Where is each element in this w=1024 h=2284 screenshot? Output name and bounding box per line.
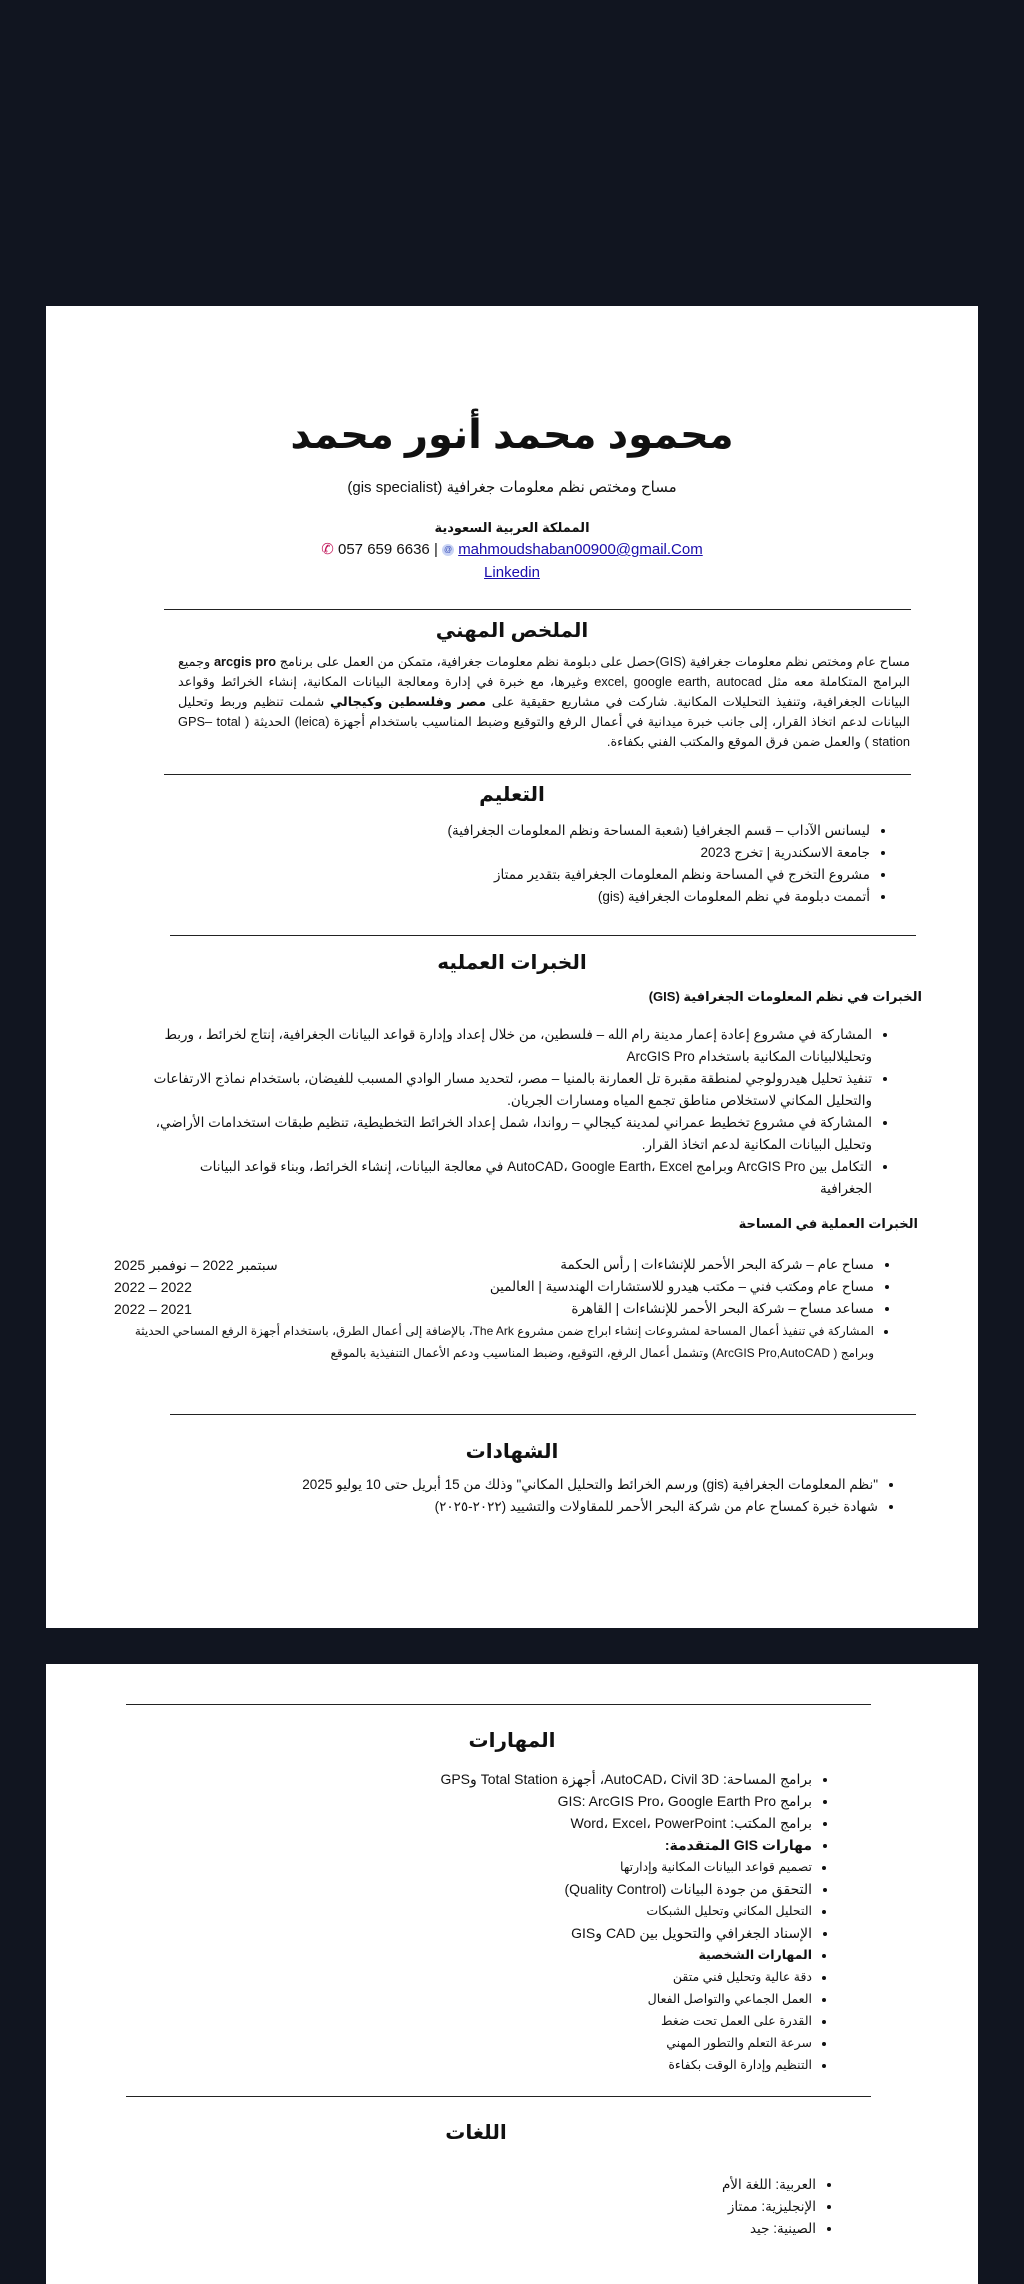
divider xyxy=(126,1704,871,1705)
gis-experience-list xyxy=(152,1024,890,1200)
list-item xyxy=(114,1298,874,1320)
list-item: • التحليل المكاني وتحليل الشبكات xyxy=(252,1900,812,1922)
list-item: • التنظيم وإدارة الوقت بكفاءة xyxy=(252,2054,812,2076)
list-item: • مهارات GIS المتقدمة: xyxy=(252,1834,812,1856)
list-item: • المشاركة في تنفيذ أعمال المساحة لمشروعات إنشاء ابراج ضمن مشروع The Ark، بالإضافة إلى أعمال الطرق، باستخدام أجهزة الرفع المساحي الحديثة وبرامج ( ArcGIS Pro,AutoCAD) وتشمل أعمال الرفع، التوقيع، وضبط المناسيب ودعم الأعمال التنفيذية بالموقع xyxy=(114,1320,874,1364)
education-list xyxy=(370,820,888,908)
list-item: • أتممت دبلومة في نظم المعلومات الجغرافية (gis) xyxy=(370,886,870,908)
list-item xyxy=(114,1254,874,1276)
summary-text xyxy=(178,652,910,752)
skills-heading: المهارات xyxy=(468,1730,556,1752)
job-role: • مساح عام ومكتب فني – مكتب هيدرو للاستشارات الهندسية | العالمين xyxy=(489,1279,874,1294)
list-item: • ليسانس الآداب – قسم الجغرافيا (شعبة المساحة ونظم المعلومات الجغرافية) xyxy=(370,820,870,842)
summary-bold: arcgis pro xyxy=(213,654,277,669)
list-item: • التكامل بين ArcGIS Pro وبرامج AutoCAD، Google Earth، Excel في معالجة البيانات، إنشاء الخرائط، وبناء قواعد البيانات الجغرافية xyxy=(152,1156,872,1200)
summary-heading: الملخص المهني xyxy=(435,620,589,642)
list-item: • دقة عالية وتحليل فني متقن xyxy=(252,1966,812,1988)
list-item: • الصينية: جيد xyxy=(516,2218,816,2240)
skills-list xyxy=(252,1768,830,2076)
summary-text-part: مساح عام ومختص نظم معلومات جغرافية (GIS)حصل على دبلومة نظم معلومات جغرافية، متمكن من العمل على برنامج xyxy=(276,654,911,669)
experience-heading: الخبرات العمليه xyxy=(437,952,587,974)
email-link[interactable]: mahmoudshaban00900@gmail.Com xyxy=(458,541,703,558)
job-date: 2021 – 2022 xyxy=(114,1301,192,1317)
divider xyxy=(170,1414,916,1415)
list-item: • شهادة خبرة كمساح عام من شركة البحر الأحمر للمقاولات والتشييد (٢٠٢٢-٢٠٢٥) xyxy=(138,1496,878,1518)
job-date: سبتمبر 2022 – نوفمبر 2025 xyxy=(114,1257,278,1273)
divider xyxy=(164,774,911,775)
email-icon: @ xyxy=(443,545,453,555)
list-item: • جامعة الاسكندرية | تخرج 2023 xyxy=(370,842,870,864)
list-item: • سرعة التعلم والتطور المهني xyxy=(252,2032,812,2054)
list-item: • تصميم قواعد البيانات المكانية وإدارتها xyxy=(252,1856,812,1878)
list-item: • العمل الجماعي والتواصل الفعال xyxy=(252,1988,812,2010)
summary-text-part: شملت تنظيم وربط وتحليل البيانات لدعم اتخاذ القرار، إلى جانب خبرة ميدانية في أعمال الرفع والتوقيع وضبط المناسيب باستخدام أجهزة (leica) الحديثة ( GPS– total station ) والعمل ضمن فرق الموقع والمكتب الفني بكفاءة. xyxy=(178,694,910,749)
divider xyxy=(126,2096,871,2097)
list-item: • برامج المساحة: AutoCAD، Civil 3D، أجهزة Total Station وGPS xyxy=(252,1768,812,1790)
linkedin-link[interactable]: Linkedin xyxy=(484,564,540,581)
divider xyxy=(170,935,916,936)
list-item: • المهارات الشخصية xyxy=(252,1944,812,1966)
education-heading: التعليم xyxy=(479,784,545,806)
phone-number: 057 659 6636 xyxy=(338,541,430,558)
survey-experience-list xyxy=(114,1254,892,1364)
list-item: • مشروع التخرج في المساحة ونظم المعلومات الجغرافية بتقدير ممتاز xyxy=(370,864,870,886)
list-item: • "نظم المعلومات الجغرافية (gis) ورسم الخرائط والتحليل المكاني" وذلك من 15 أبريل حتى 10 يوليو 2025 xyxy=(138,1474,878,1496)
list-item: • تنفيذ تحليل هيدرولوجي لمنطقة مقبرة تل العمارنة بالمنيا – مصر، لتحديد مسار الوادي المسبب للفيضان، باستخدام نماذج الارتفاعات والتحليل المكاني لاستخلاص مناطق تجمع المياه ومسارات الجريان. xyxy=(152,1068,872,1112)
list-item: • القدرة على العمل تحت ضغط xyxy=(252,2010,812,2032)
linkedin-line xyxy=(46,564,978,581)
list-item: • برامج GIS: ArcGIS Pro، Google Earth Pro xyxy=(252,1790,812,1812)
list-item: • المشاركة في مشروع تخطيط عمراني لمدينة كيجالي – رواندا، شمل إعداد الخرائط التخطيطية، تنظيم طبقات استخدامات الأراضي، وتحليل البيانات المكانية لدعم اتخاذ القرار. xyxy=(152,1112,872,1156)
languages-list xyxy=(516,2174,834,2240)
certificates-list xyxy=(138,1474,896,1518)
candidate-name: محمود محمد أنور محمد xyxy=(290,413,734,457)
location: المملكة العربية السعودية xyxy=(434,520,590,535)
list-item: • الإسناد الجغرافي والتحويل بين CAD وGIS xyxy=(252,1922,812,1944)
job-role: • مساعد مساح – شركة البحر الأحمر للإنشاءات | القاهرة xyxy=(571,1301,874,1316)
divider xyxy=(164,609,911,610)
list-item xyxy=(114,1276,874,1298)
summary-bold: مصر وفلسطين وكيجالي xyxy=(329,694,487,709)
list-item: • برامج المكتب: Word، Excel، PowerPoint xyxy=(252,1812,812,1834)
list-item: • الإنجليزية: ممتاز xyxy=(516,2196,816,2218)
list-item: • العربية: اللغة الأم xyxy=(516,2174,816,2196)
languages-heading: اللغات xyxy=(445,2122,507,2144)
gis-experience-heading: الخبرات في نظم المعلومات الجغرافية (GIS) xyxy=(648,989,922,1004)
resume-page-1 xyxy=(46,306,978,1628)
contact-line xyxy=(46,540,978,558)
resume-page-2 xyxy=(46,1664,978,2284)
phone-icon: ✆ xyxy=(321,541,334,558)
job-title: مساح ومختص نظم معلومات جغرافية (gis specialist) xyxy=(347,479,677,496)
certificates-heading: الشهادات xyxy=(465,1441,559,1463)
job-date: 2022 – 2022 xyxy=(114,1279,192,1295)
summary-text-part: وجميع البرامج المتكاملة معه مثل excel, google earth, autocad وغيرها، مع خبرة في إدارة ومعالجة البيانات المكانية، إنشاء الخرائط وقواعد البيانات الجغرافية، وتنفيذ التحليلات المكانية. شاركت في مشاريع حقيقية على xyxy=(178,654,910,709)
list-item: • التحقق من جودة البيانات (Quality Control) xyxy=(252,1878,812,1900)
job-role: • مساح عام – شركة البحر الأحمر للإنشاءات | رأس الحكمة xyxy=(560,1257,874,1272)
list-item: • المشاركة في مشروع إعادة إعمار مدينة رام الله – فلسطين، من خلال إعداد وإدارة قواعد البيانات الجغرافية، إنتاج لخرائط ، وربط وتحليلالبيانات المكانية باستخدام ArcGIS Pro xyxy=(152,1024,872,1068)
contact-separator: | xyxy=(433,541,438,558)
survey-experience-heading: الخبرات العملية في المساحة xyxy=(738,1216,918,1231)
